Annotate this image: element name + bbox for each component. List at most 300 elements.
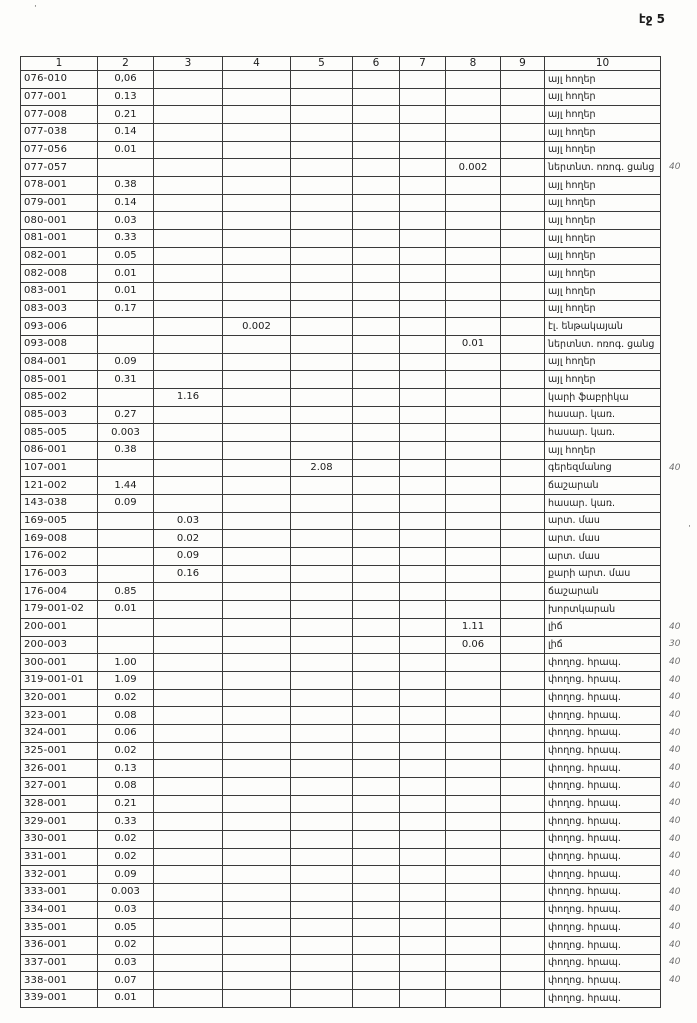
- cell-col9: [501, 406, 545, 424]
- table-row: [21, 71, 697, 89]
- cell-col1: 331-001: [21, 848, 98, 866]
- cell-col9: [501, 336, 545, 354]
- cell-col3: 0.09: [154, 548, 223, 566]
- cell-col6: [353, 177, 400, 195]
- cell-col8: [446, 106, 501, 124]
- cell-col4: [223, 848, 291, 866]
- handwritten-margin-mark: [661, 88, 697, 106]
- cell-col3: [154, 954, 223, 972]
- cell-col1: 080-001: [21, 212, 98, 230]
- cell-col4: [223, 194, 291, 212]
- cell-col9: [501, 71, 545, 89]
- cell-col5: [291, 954, 353, 972]
- cell-col10: փողոց. հրապ.: [545, 707, 661, 725]
- cell-col8: [446, 442, 501, 460]
- cell-col4: [223, 636, 291, 654]
- cell-col5: [291, 883, 353, 901]
- cell-col10: լիճ: [545, 636, 661, 654]
- handwritten-margin-mark: 40: [669, 727, 681, 738]
- cell-col5: [291, 760, 353, 778]
- cell-col2: 0.003: [98, 883, 154, 901]
- cell-col10: փողոց. հրապ.: [545, 972, 661, 990]
- cell-col7: [400, 88, 446, 106]
- cell-col7: [400, 618, 446, 636]
- cell-col4: [223, 548, 291, 566]
- cell-col9: [501, 106, 545, 124]
- cell-col4: [223, 654, 291, 672]
- cell-col6: [353, 795, 400, 813]
- cell-col7: [400, 901, 446, 919]
- cell-col4: [223, 742, 291, 760]
- cell-col1: 326-001: [21, 760, 98, 778]
- cell-col6: [353, 336, 400, 354]
- cell-col10: քարի արտ. մաս: [545, 565, 661, 583]
- cell-col8: 0.002: [446, 159, 501, 177]
- cell-col3: [154, 919, 223, 937]
- cell-col5: [291, 654, 353, 672]
- cell-col10: այլ հողեր: [545, 124, 661, 142]
- cell-col4: [223, 565, 291, 583]
- cell-col10: այլ հողեր: [545, 88, 661, 106]
- cell-col7: [400, 813, 446, 831]
- cell-col4: [223, 247, 291, 265]
- cell-col2: 0.003: [98, 424, 154, 442]
- cell-col5: [291, 689, 353, 707]
- handwritten-margin-mark: 40: [669, 657, 681, 667]
- cell-col10: փողոց. հրապ.: [545, 936, 661, 954]
- cell-col2: 0.09: [98, 353, 154, 371]
- handwritten-margin-mark: [661, 124, 697, 142]
- column-header-3: 3: [154, 57, 223, 71]
- cell-col9: [501, 477, 545, 495]
- cell-col8: [446, 406, 501, 424]
- cell-col7: [400, 919, 446, 937]
- cell-col2: 0.27: [98, 406, 154, 424]
- cell-col8: [446, 654, 501, 672]
- cell-col1: 338-001: [21, 972, 98, 990]
- handwritten-margin-mark: [661, 177, 697, 195]
- table-row: [21, 459, 697, 477]
- cell-col8: [446, 88, 501, 106]
- cell-col3: [154, 689, 223, 707]
- handwritten-margin-mark: [661, 212, 697, 230]
- cell-col4: [223, 919, 291, 937]
- cell-col10: էլ. ենթակայան: [545, 318, 661, 336]
- cell-col2: 0.21: [98, 106, 154, 124]
- cell-col2: 0.01: [98, 265, 154, 283]
- cell-col1: 083-003: [21, 300, 98, 318]
- cell-col9: [501, 565, 545, 583]
- cell-col4: [223, 389, 291, 407]
- cell-col5: [291, 230, 353, 248]
- header-row: [21, 57, 697, 71]
- table-row: [21, 883, 697, 901]
- table-row: [21, 371, 697, 389]
- cell-col3: [154, 601, 223, 619]
- cell-col2: [98, 565, 154, 583]
- cell-col3: [154, 901, 223, 919]
- cell-col1: 169-005: [21, 512, 98, 530]
- cell-col5: [291, 530, 353, 548]
- cell-col10: հասար. կառ.: [545, 424, 661, 442]
- cell-col3: [154, 212, 223, 230]
- cell-col9: [501, 724, 545, 742]
- cell-col9: [501, 371, 545, 389]
- cell-col1: 093-006: [21, 318, 98, 336]
- table-row: [21, 283, 697, 301]
- cell-col8: [446, 689, 501, 707]
- cell-col10: փողոց. հրապ.: [545, 813, 661, 831]
- cell-col5: [291, 124, 353, 142]
- cell-col8: [446, 247, 501, 265]
- cell-col1: 085-003: [21, 406, 98, 424]
- cell-col10: փողոց. հրապ.: [545, 671, 661, 689]
- cell-col8: [446, 71, 501, 89]
- cell-col3: [154, 141, 223, 159]
- cell-col5: [291, 565, 353, 583]
- cell-col10: այլ հողեր: [545, 247, 661, 265]
- cell-col6: [353, 830, 400, 848]
- cell-col2: 0,06: [98, 71, 154, 89]
- cell-col9: [501, 936, 545, 954]
- cell-col7: [400, 194, 446, 212]
- cell-col8: [446, 601, 501, 619]
- cell-col6: [353, 671, 400, 689]
- cell-col10: այլ հողեր: [545, 265, 661, 283]
- handwritten-margin-mark: 40: [669, 621, 681, 632]
- cell-col7: [400, 459, 446, 477]
- table-row: [21, 212, 697, 230]
- cell-col8: [446, 830, 501, 848]
- cell-col8: [446, 495, 501, 513]
- cell-col8: 0.06: [446, 636, 501, 654]
- cell-col2: [98, 636, 154, 654]
- table-row: [21, 159, 697, 177]
- cell-col2: [98, 336, 154, 354]
- cell-col3: [154, 654, 223, 672]
- cell-col3: [154, 618, 223, 636]
- cell-col4: [223, 477, 291, 495]
- handwritten-margin-mark: 40: [669, 692, 681, 703]
- table-row: [21, 601, 697, 619]
- cell-col9: [501, 777, 545, 795]
- cell-col9: [501, 247, 545, 265]
- cell-col6: [353, 512, 400, 530]
- cell-col8: [446, 353, 501, 371]
- cell-col7: [400, 760, 446, 778]
- handwritten-margin-mark: 40: [669, 462, 681, 473]
- table-row: [21, 124, 697, 142]
- cell-col5: [291, 406, 353, 424]
- cell-col10: փողոց. հրապ.: [545, 760, 661, 778]
- handwritten-margin-mark: 40: [669, 833, 681, 844]
- cell-col8: [446, 919, 501, 937]
- cell-col9: [501, 707, 545, 725]
- cell-col3: 0.03: [154, 512, 223, 530]
- cell-col4: [223, 936, 291, 954]
- cell-col5: [291, 247, 353, 265]
- cell-col10: ներտնտ. ոռոգ. ցանց: [545, 159, 661, 177]
- cell-col3: [154, 795, 223, 813]
- cell-col2: 1.09: [98, 671, 154, 689]
- cell-col4: [223, 777, 291, 795]
- cell-col2: 0.13: [98, 88, 154, 106]
- cell-col7: [400, 71, 446, 89]
- cell-col2: 0.02: [98, 936, 154, 954]
- table-body: [21, 71, 697, 1008]
- cell-col6: [353, 866, 400, 884]
- cell-col3: [154, 353, 223, 371]
- cell-col3: [154, 707, 223, 725]
- cell-col4: [223, 495, 291, 513]
- cell-col10: փողոց. հրապ.: [545, 901, 661, 919]
- cell-col5: [291, 601, 353, 619]
- cell-col7: [400, 353, 446, 371]
- cell-col9: [501, 389, 545, 407]
- scan-speck: ·: [688, 522, 691, 532]
- cell-col6: [353, 601, 400, 619]
- cell-col5: [291, 989, 353, 1007]
- cell-col4: [223, 212, 291, 230]
- cell-col6: [353, 760, 400, 778]
- column-header-9: 9: [501, 57, 545, 71]
- cell-col2: [98, 318, 154, 336]
- table-row: [21, 106, 697, 124]
- table-row: [21, 671, 697, 689]
- cell-col5: [291, 813, 353, 831]
- cell-col9: [501, 318, 545, 336]
- cell-col8: 0.01: [446, 336, 501, 354]
- cell-col5: [291, 671, 353, 689]
- cell-col1: 336-001: [21, 936, 98, 954]
- cell-col4: [223, 71, 291, 89]
- cell-col10: փողոց. հրապ.: [545, 919, 661, 937]
- cell-col6: [353, 477, 400, 495]
- cell-col1: 179-001-02: [21, 601, 98, 619]
- cell-col9: [501, 901, 545, 919]
- cell-col6: [353, 777, 400, 795]
- table-row: [21, 565, 697, 583]
- cell-col6: [353, 300, 400, 318]
- cell-col3: [154, 813, 223, 831]
- cell-col5: [291, 318, 353, 336]
- cell-col7: [400, 936, 446, 954]
- cell-col10: ճաշարան: [545, 583, 661, 601]
- cell-col9: [501, 742, 545, 760]
- table-row: [21, 265, 697, 283]
- cell-col2: 0.13: [98, 760, 154, 778]
- cell-col3: [154, 866, 223, 884]
- cell-col1: 332-001: [21, 866, 98, 884]
- handwritten-margin-mark: [661, 601, 697, 619]
- cell-col9: [501, 512, 545, 530]
- table-row: [21, 336, 697, 354]
- handwritten-margin-mark: 40: [669, 674, 681, 685]
- cell-col2: 0.33: [98, 230, 154, 248]
- cell-col1: 200-001: [21, 618, 98, 636]
- cell-col3: 0.02: [154, 530, 223, 548]
- cell-col8: [446, 901, 501, 919]
- cell-col8: [446, 389, 501, 407]
- table-row: [21, 919, 697, 937]
- cell-col7: [400, 265, 446, 283]
- cell-col3: [154, 936, 223, 954]
- cell-col6: [353, 883, 400, 901]
- cell-col9: [501, 194, 545, 212]
- handwritten-margin-mark: 40: [669, 904, 681, 915]
- cell-col3: [154, 583, 223, 601]
- cell-col5: [291, 353, 353, 371]
- cell-col2: 0.05: [98, 919, 154, 937]
- cell-col2: 0.01: [98, 601, 154, 619]
- table-row: [21, 636, 697, 654]
- table-row: [21, 230, 697, 248]
- cell-col6: [353, 618, 400, 636]
- handwritten-margin-mark: [661, 283, 697, 301]
- column-header-5: 5: [291, 57, 353, 71]
- cell-col3: [154, 336, 223, 354]
- handwritten-margin-mark: [661, 406, 697, 424]
- cell-col7: [400, 742, 446, 760]
- cell-col10: փողոց. հրապ.: [545, 954, 661, 972]
- cell-col10: փողոց. հրապ.: [545, 848, 661, 866]
- cell-col5: [291, 583, 353, 601]
- cell-col8: [446, 972, 501, 990]
- cell-col6: [353, 406, 400, 424]
- cell-col8: [446, 424, 501, 442]
- cell-col1: 085-001: [21, 371, 98, 389]
- cell-col9: [501, 442, 545, 460]
- cell-col3: [154, 848, 223, 866]
- cell-col5: [291, 636, 353, 654]
- cell-col10: այլ հողեր: [545, 106, 661, 124]
- cell-col9: [501, 972, 545, 990]
- cell-col7: [400, 106, 446, 124]
- cell-col9: [501, 795, 545, 813]
- cell-col2: [98, 159, 154, 177]
- cell-col9: [501, 124, 545, 142]
- cell-col5: [291, 795, 353, 813]
- cell-col2: [98, 459, 154, 477]
- cell-col1: 329-001: [21, 813, 98, 831]
- cell-col3: [154, 247, 223, 265]
- cell-col1: 339-001: [21, 989, 98, 1007]
- cell-col7: [400, 954, 446, 972]
- cell-col4: [223, 618, 291, 636]
- cell-col3: [154, 760, 223, 778]
- cell-col9: [501, 530, 545, 548]
- table-row: [21, 512, 697, 530]
- cell-col8: 1.11: [446, 618, 501, 636]
- cell-col6: [353, 88, 400, 106]
- cell-col8: [446, 194, 501, 212]
- cell-col2: 0.02: [98, 848, 154, 866]
- table-row: [21, 318, 697, 336]
- table-row: [21, 618, 697, 636]
- table-row: [21, 936, 697, 954]
- cell-col9: [501, 866, 545, 884]
- cell-col2: 0.03: [98, 212, 154, 230]
- handwritten-margin-mark: [661, 336, 697, 354]
- cell-col4: [223, 459, 291, 477]
- cell-col4: [223, 106, 291, 124]
- cell-col7: [400, 724, 446, 742]
- cell-col6: [353, 71, 400, 89]
- cell-col5: [291, 177, 353, 195]
- cell-col6: [353, 495, 400, 513]
- cell-col7: [400, 883, 446, 901]
- cell-col6: [353, 159, 400, 177]
- cell-col5: 2.08: [291, 459, 353, 477]
- cell-col4: [223, 406, 291, 424]
- cell-col4: [223, 866, 291, 884]
- cell-col1: 328-001: [21, 795, 98, 813]
- cell-col6: [353, 689, 400, 707]
- cell-col2: 0.01: [98, 989, 154, 1007]
- cell-col10: փողոց. հրապ.: [545, 777, 661, 795]
- cell-col4: [223, 530, 291, 548]
- cell-col5: [291, 707, 353, 725]
- cell-col1: 330-001: [21, 830, 98, 848]
- cell-col6: [353, 636, 400, 654]
- cell-col1: 077-001: [21, 88, 98, 106]
- cell-col6: [353, 212, 400, 230]
- cell-col2: [98, 618, 154, 636]
- cell-col5: [291, 848, 353, 866]
- cell-col9: [501, 583, 545, 601]
- cell-col8: [446, 989, 501, 1007]
- cell-col1: 327-001: [21, 777, 98, 795]
- cell-col2: 0.85: [98, 583, 154, 601]
- table-row: [21, 177, 697, 195]
- cell-col8: [446, 459, 501, 477]
- cell-col2: 0.38: [98, 177, 154, 195]
- cell-col5: [291, 106, 353, 124]
- cell-col4: [223, 336, 291, 354]
- cell-col5: [291, 866, 353, 884]
- cell-col6: [353, 371, 400, 389]
- page-number: էջ 5: [638, 12, 665, 26]
- cell-col1: 121-002: [21, 477, 98, 495]
- cell-col7: [400, 477, 446, 495]
- cell-col9: [501, 230, 545, 248]
- cell-col10: արտ. մաս: [545, 548, 661, 566]
- cell-col7: [400, 318, 446, 336]
- cell-col2: 0.06: [98, 724, 154, 742]
- cell-col8: [446, 548, 501, 566]
- cell-col7: [400, 159, 446, 177]
- cell-col2: 0.01: [98, 141, 154, 159]
- cell-col6: [353, 124, 400, 142]
- cell-col3: [154, 883, 223, 901]
- cell-col4: 0.002: [223, 318, 291, 336]
- cell-col7: [400, 424, 446, 442]
- cell-col2: 1.44: [98, 477, 154, 495]
- handwritten-margin-mark: 40: [669, 975, 681, 986]
- cell-col4: [223, 671, 291, 689]
- cell-col2: 0.02: [98, 830, 154, 848]
- handwritten-margin-mark: [661, 989, 697, 1007]
- scan-speck: ·: [34, 2, 37, 12]
- cell-col10: փողոց. հրապ.: [545, 724, 661, 742]
- cell-col8: [446, 724, 501, 742]
- cell-col5: [291, 830, 353, 848]
- handwritten-margin-mark: 40: [669, 745, 681, 756]
- handwritten-margin-mark: [661, 194, 697, 212]
- cell-col7: [400, 866, 446, 884]
- cell-col6: [353, 848, 400, 866]
- cell-col8: [446, 177, 501, 195]
